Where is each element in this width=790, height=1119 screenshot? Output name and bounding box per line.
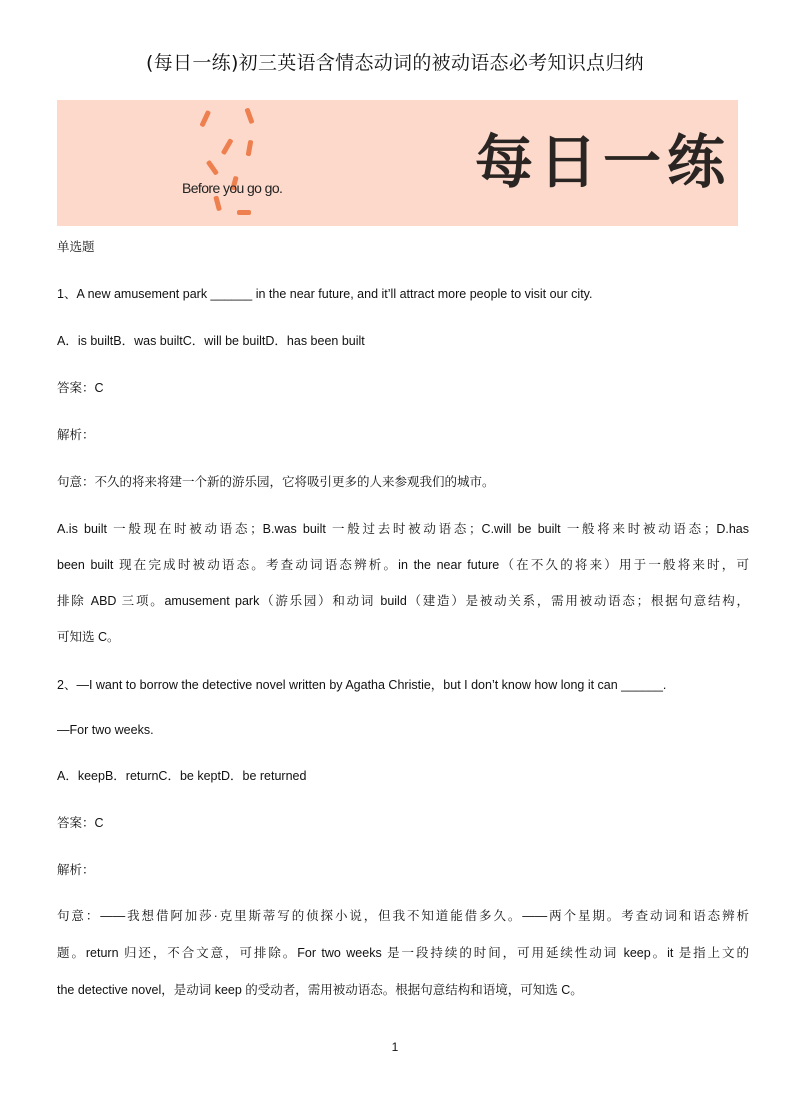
question-1-meaning: 句意：不久的将来将建一个新的游乐园，它将吸引更多的人来参观我们的城市。 bbox=[57, 475, 495, 489]
section-label: 单选题 bbox=[57, 240, 95, 254]
dash-mark bbox=[206, 160, 219, 176]
question-1-analysis-label: 解析： bbox=[57, 428, 95, 442]
question-2-answer: 答案：C bbox=[57, 816, 104, 830]
banner-calligraphy: 每日一练 bbox=[475, 128, 732, 196]
question-2-analysis-label: 解析： bbox=[57, 863, 95, 877]
page-number: 1 bbox=[391, 1040, 399, 1054]
decorative-dashes bbox=[199, 107, 254, 215]
dash-mark bbox=[199, 110, 211, 128]
question-1-explanation-line: 排除 ABD 三项。amusement park（游乐园）和动词 build（建造）是被动关系，需用被动语态；根据句意结构， bbox=[57, 594, 749, 608]
question-1-explanation-line: been built 现在完成时被动语态。考查动词语态辨析。in the near future（在不久的将来）用于一般将来时，可 bbox=[57, 558, 749, 572]
question-1-explanation-line: 可知选 C。 bbox=[57, 630, 120, 644]
banner-tagline: Before you go go. bbox=[182, 180, 283, 196]
question-1-explanation-line: A.is built 一般现在时被动语态；B.was built 一般过去时被动语态；C.will be built 一般将来时被动语态；D.has bbox=[57, 522, 749, 536]
question-1-answer: 答案：C bbox=[57, 381, 104, 395]
question-2-explanation-line: 句意：——我想借阿加莎·克里斯蒂写的侦探小说，但我不知道能借多久。——两个星期。考查动词和语态辨析 bbox=[57, 909, 749, 923]
banner-art bbox=[57, 100, 738, 226]
question-2-options: A．keepB．returnC．be keptD．be returned bbox=[57, 769, 307, 783]
question-1-options: A．is builtB．was builtC．will be builtD．has been built bbox=[57, 334, 365, 348]
dash-mark bbox=[213, 195, 222, 211]
dash-mark bbox=[237, 210, 251, 215]
question-2-text: 2、—I want to borrow the detective novel written by Agatha Christie，but I don’t know how long it can ______. bbox=[57, 678, 667, 692]
dash-mark bbox=[244, 107, 254, 124]
dash-mark bbox=[246, 140, 254, 157]
question-2-explanation-line: the detective novel，是动词 keep 的受动者，需用被动语态。根据句意结构和语境，可知选 C。 bbox=[57, 983, 583, 997]
dash-mark bbox=[221, 138, 234, 155]
document-title: (每日一练)初三英语含情态动词的被动语态必考知识点归纳 bbox=[146, 52, 644, 74]
question-2-reply: —For two weeks. bbox=[57, 723, 154, 737]
banner-image bbox=[57, 100, 738, 226]
question-2-explanation-line: 题。return 归还，不合文意，可排除。For two weeks 是一段持续的时间，可用延续性动词 keep。it 是指上文的 bbox=[57, 946, 749, 960]
question-1-text: 1、A new amusement park ______ in the near future, and it’ll attract more people to visit our city. bbox=[57, 287, 593, 301]
